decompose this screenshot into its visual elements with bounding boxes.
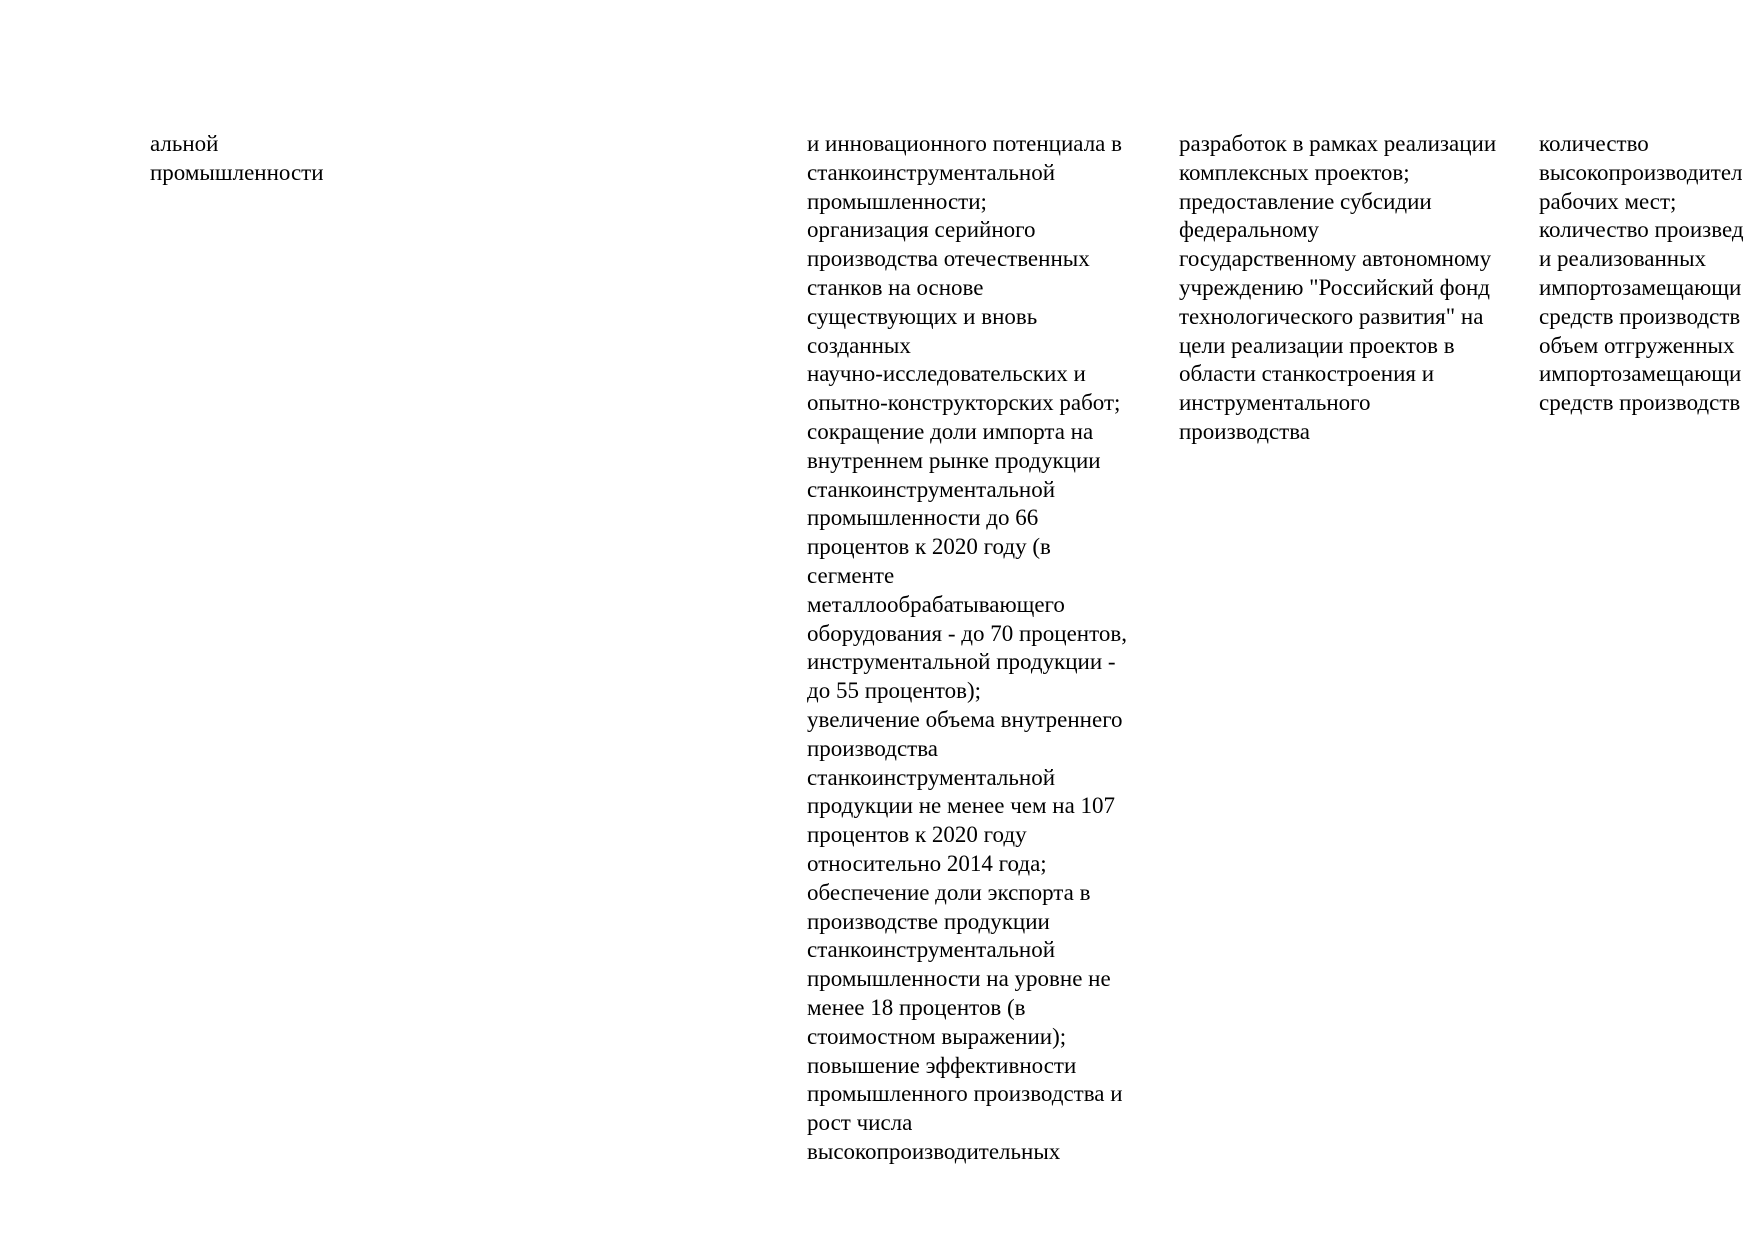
text-line: количество произвед	[1539, 217, 1744, 243]
table-cell-program-name	[150, 130, 324, 188]
table-cell-goals	[807, 130, 1127, 1167]
text-line: промышленного производства и	[807, 1081, 1123, 1107]
text-line: производстве продукции	[807, 908, 1050, 934]
text-line: федеральному	[1179, 217, 1320, 243]
text-line: предоставление субсидии	[1179, 188, 1432, 214]
text-line: количество	[1539, 131, 1649, 156]
text-line: станков на основе	[807, 274, 984, 300]
text-line: относительно 2014 года;	[807, 850, 1047, 876]
text-line: промышленности	[150, 159, 324, 185]
text-line: до 55 процентов);	[807, 678, 981, 704]
text-line: станкоинструментальной	[807, 159, 1056, 185]
text-line: и реализованных	[1539, 246, 1707, 272]
text-line: оборудования - до 70 процентов,	[807, 620, 1127, 646]
text-line: производства	[1179, 418, 1310, 444]
text-line: опытно-конструкторских работ;	[807, 390, 1121, 416]
text-line: объем отгруженных	[1539, 332, 1735, 358]
text-line: производства отечественных	[807, 246, 1090, 272]
text-line: высокопроизводител	[1539, 159, 1743, 185]
text-line: созданных	[807, 332, 911, 358]
text-line: станкоинструментальной	[807, 937, 1056, 963]
text-line: промышленности до 66	[807, 505, 1039, 531]
text-line: рост числа	[807, 1110, 913, 1136]
text-line: государственному автономному	[1179, 246, 1492, 272]
text-line: металлообрабатывающего	[807, 591, 1065, 617]
text-line: сокращение доли импорта на	[807, 418, 1094, 444]
text-line: производства	[807, 735, 938, 761]
text-line: сегменте	[807, 562, 895, 588]
text-line: обеспечение доли экспорта в	[807, 879, 1091, 905]
text-line: цели реализации проектов в	[1179, 332, 1455, 358]
text-line: и инновационного потенциала в	[807, 131, 1122, 156]
table-cell-measures	[1179, 130, 1496, 447]
text-line: стоимостном выражении);	[807, 1023, 1067, 1049]
text-line: научно-исследовательских и	[807, 361, 1086, 387]
text-line: увеличение объема внутреннего	[807, 706, 1123, 732]
text-line: внутреннем рынке продукции	[807, 447, 1101, 473]
text-line: станкоинструментальной	[807, 476, 1056, 502]
text-line: менее 18 процентов (в	[807, 994, 1026, 1020]
text-line: альной	[150, 131, 219, 156]
text-line: учреждению "Российский фонд	[1179, 274, 1491, 300]
text-line: импортозамещающи	[1539, 361, 1742, 387]
text-line: процентов к 2020 году	[807, 822, 1027, 848]
text-line: высокопроизводительных	[807, 1138, 1061, 1164]
text-line: области станкостроения и	[1179, 361, 1435, 387]
text-line: продукции не менее чем на 107	[807, 793, 1116, 819]
text-line: комплексных проектов;	[1179, 159, 1410, 185]
table-cell-indicators	[1539, 130, 1744, 418]
text-line: средств производств	[1539, 390, 1741, 416]
text-line: промышленности;	[807, 188, 987, 214]
text-line: организация серийного	[807, 217, 1036, 243]
text-line: процентов к 2020 году (в	[807, 534, 1051, 560]
text-line: рабочих мест;	[1539, 188, 1677, 214]
text-line: промышленности на уровне не	[807, 966, 1111, 992]
text-line: технологического развития" на	[1179, 303, 1484, 329]
text-line: инструментальной продукции -	[807, 649, 1116, 675]
text-line: импортозамещающи	[1539, 274, 1742, 300]
text-line: существующих и вновь	[807, 303, 1038, 329]
text-line: станкоинструментальной	[807, 764, 1056, 790]
text-line: разработок в рамках реализации	[1179, 131, 1497, 156]
text-line: повышение эффективности	[807, 1052, 1077, 1078]
text-line: инструментального	[1179, 390, 1371, 416]
text-line: средств производств	[1539, 303, 1741, 329]
